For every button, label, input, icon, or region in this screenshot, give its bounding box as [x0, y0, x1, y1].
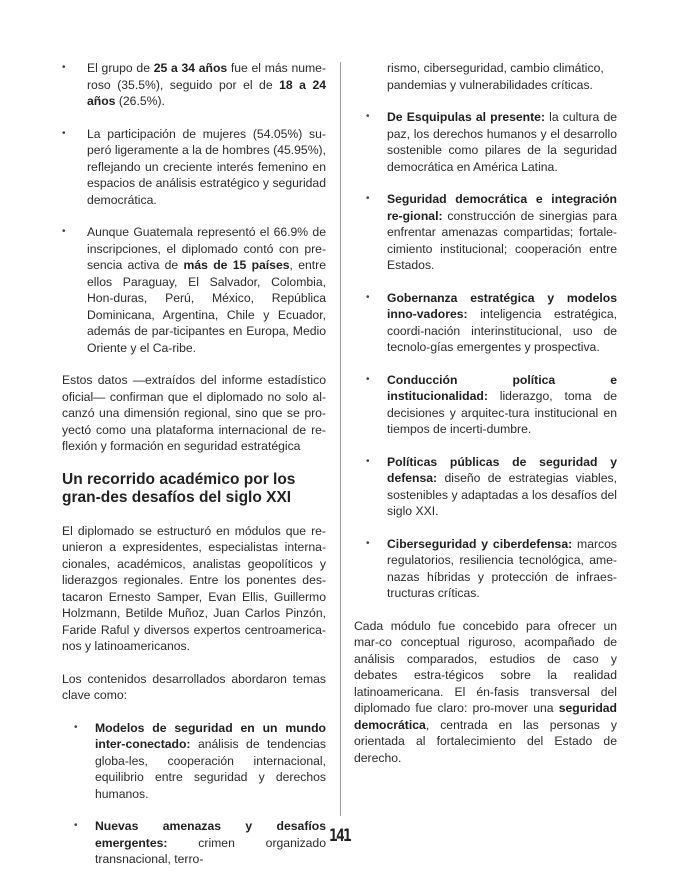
left-column: [62, 60, 326, 868]
topics-intro: Los contenidos desarrollados abordaron temas clave como:: [62, 671, 326, 702]
column-divider: [340, 62, 341, 816]
section-heading: Un recorrido académico por los gran-des desafíos del siglo XXI: [62, 470, 296, 506]
list-item: • De Esquipulas al presente: la cultura de paz, los derechos humanos y el desarrollo sostenible como pilares de la seguridad democrática en América Latina.: [354, 109, 617, 175]
modules-paragraph: El diplomado se estructuró en módulos que re-unieron a expresidentes, especialistas interna-cionales, académicos, analistas geopolíticos y liderazgos regionales. Entre los ponentes des-tacaron Ernesto Samper, Evan Ellis, Guillermo Holzmann, Betilde Muñoz, Juan Carlos Pinzón, Faride Raful y diversos expertos centroamerica-nos y latinoamericanos.: [62, 523, 326, 653]
list-item: • Ciberseguridad y ciberdefensa: marcos regulatorios, resiliencia tecnológica, ame-nazas híbridas y protección de infraes-tructuras críticas.: [354, 536, 617, 602]
right-column: [354, 60, 617, 782]
list-item-continuation: rismo, ciberseguridad, cambio climático, pandemias y vulnerabilidades críticas.: [387, 61, 604, 92]
list-item: • La participación de mujeres (54.05%) su-peró ligeramente a la de hombres (45.95%), reflejando un creciente interés femenino en espacios de análisis estratégico y seguridad democrática.: [62, 126, 326, 209]
list-item: • Gobernanza estratégica y modelos inno-vadores: inteligencia estratégica, coordi-nación interinstitucional, uso de tecnolo-gías emergentes y prospectiva.: [354, 290, 617, 356]
list-item: • Modelos de seguridad en un mundo inter-conectado: análisis de tendencias globa-les, cooperación internacional, equilibrio entre seguridad y derechos humanos.: [62, 720, 326, 803]
statistics-list: [62, 60, 326, 356]
page-number: 141: [328, 826, 351, 846]
list-item: • Aunque Guatemala representó el 66.9% de inscripciones, el diplomado contó con pre-sencia activa de más de 15 países, entre ellos Paraguay, El Salvador, Colombia, Hon-duras, Perú, México, República Dominicana, Argentina, Chile y Ecuador, además de par-ticipantes en Europa, Medio Oriente y el Ca-ribe.: [62, 224, 326, 356]
list-item: • Políticas públicas de seguridad y defensa: diseño de estrategias viables, sostenibles y adaptadas a los desafíos del siglo XXI.: [354, 454, 617, 520]
list-item: • Nuevas amenazas y desafíos emergentes: crimen organizado transnacional, terro-: [62, 818, 326, 868]
list-item: • Conducción política e institucionalidad: liderazgo, toma de decisiones y arquitec-tura institucional en tiempos de incerti-dumbre.: [354, 372, 617, 438]
topics-list-continued: [354, 109, 617, 602]
summary-paragraph: Estos datos —extraídos del informe estadístico oficial— confirman que el diplomado no solo al-canzó una dimensión regional, sino que se pro-yectó como una plataforma internacional de re-flexión y formación en seguridad estratégica: [62, 373, 326, 453]
list-item: • Seguridad democrática e integración re-gional: construcción de sinergias para enfrentar amenazas compartidas; fortale-cimiento institucional; cooperación entre Estados.: [354, 191, 617, 274]
list-item: • El grupo de 25 a 34 años fue el más nume-roso (35.5%), seguido por el de 18 a 24 años (26.5%).: [62, 60, 326, 110]
closing-paragraph: Cada módulo fue concebido para ofrecer un mar-co conceptual riguroso, acompañado de análisis comparados, estudios de caso y debates estra-tégicos sobre la realidad latinoamericana. El én-fasis transversal del diplomado fue claro: pro-mover una seguridad democrática, centrada en las personas y orientada al fortalecimiento del Estado de derecho.: [354, 618, 617, 765]
